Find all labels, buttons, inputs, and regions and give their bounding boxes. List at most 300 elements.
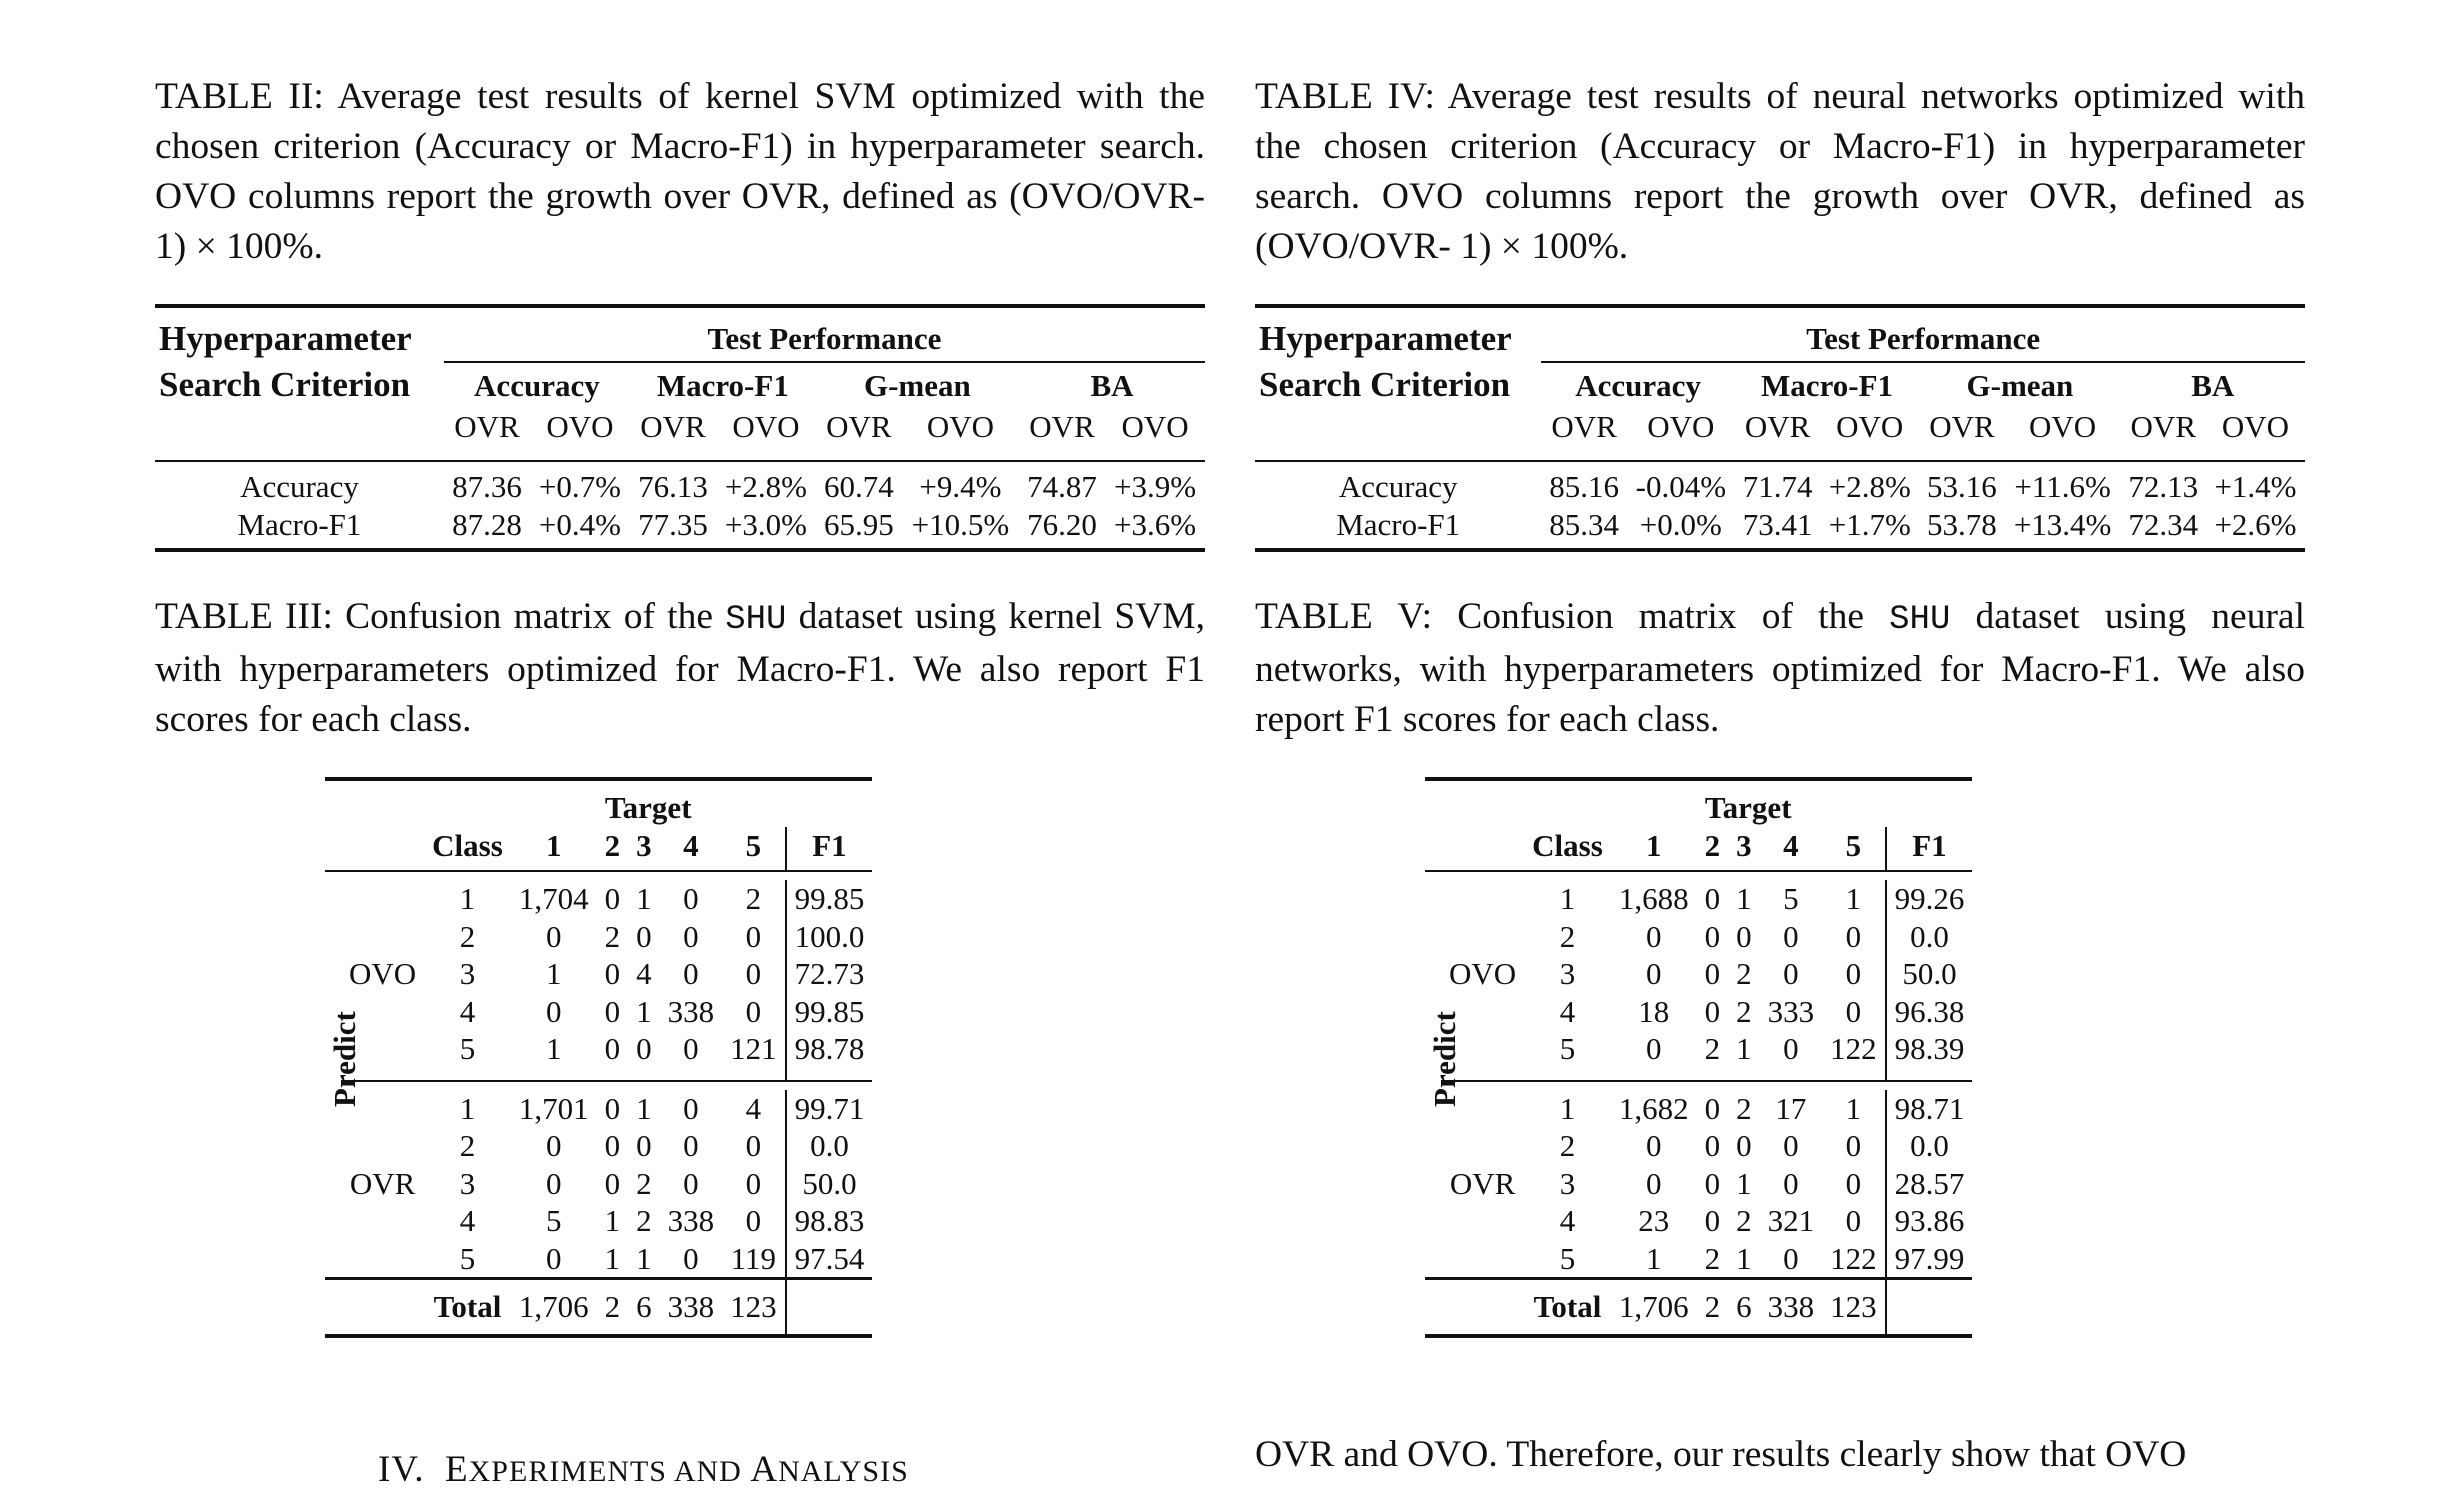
total-cell: 338 xyxy=(1760,1279,1823,1336)
table-cell: 72.13 xyxy=(2128,469,2199,504)
table-row xyxy=(325,993,872,1031)
class-header: Class xyxy=(1524,827,1611,872)
column-header: 5 xyxy=(722,827,786,872)
matrix-cell: 1,701 xyxy=(518,1090,589,1126)
table-row xyxy=(1425,1165,1972,1203)
f1-cell: 97.54 xyxy=(794,1240,865,1276)
f1-cell: 72.73 xyxy=(794,956,865,991)
blank-cell xyxy=(341,827,424,872)
matrix-cell: 0 xyxy=(1704,956,1721,991)
section-number: IV. xyxy=(378,1449,425,1490)
blank-cell xyxy=(325,1165,341,1203)
matrix-cell: 0 xyxy=(545,918,562,954)
table3 xyxy=(325,777,872,1338)
table-cell: +1.4% xyxy=(2214,469,2297,504)
matrix-cell: 4 xyxy=(722,1090,786,1128)
matrix-cell: 0 xyxy=(1645,918,1662,954)
group-label: OVO xyxy=(1449,956,1517,991)
matrix-cell: 0 xyxy=(604,1090,621,1126)
table-cell: +3.9% xyxy=(1114,469,1197,504)
matrix-cell: 0 xyxy=(1822,955,1886,993)
blank-cell xyxy=(1425,1279,1441,1336)
table-row xyxy=(1425,1202,1972,1240)
table-cell: 85.16 xyxy=(1549,469,1619,504)
matrix-cell: 0 xyxy=(1704,1165,1721,1201)
matrix-cell: 1 xyxy=(1736,1165,1752,1201)
test-performance-header: Test Performance xyxy=(1541,316,2305,362)
blank-cell xyxy=(424,789,511,827)
class-label: 1 xyxy=(1559,1090,1576,1126)
blank-cell xyxy=(341,918,424,956)
metric-header: BA xyxy=(1090,367,1134,403)
f1-cell: 50.0 xyxy=(1902,956,1957,991)
table4 xyxy=(1255,304,2305,552)
table-cell: +11.6% xyxy=(2014,469,2111,504)
table-row xyxy=(325,880,872,918)
class-label: 3 xyxy=(1559,1165,1576,1201)
matrix-cell: 338 xyxy=(667,1203,715,1238)
predict-label: Predict xyxy=(1427,1011,1462,1107)
f1-cell: 98.83 xyxy=(794,1203,865,1238)
matrix-cell: 1,688 xyxy=(1618,881,1689,916)
class-label: 2 xyxy=(459,1128,476,1163)
matrix-cell: 0 xyxy=(1704,1128,1721,1163)
table-row xyxy=(1425,1240,1972,1279)
class-label: 4 xyxy=(459,1203,476,1238)
blank-cell xyxy=(1255,408,1541,446)
blank-cell xyxy=(325,1240,341,1279)
table-row xyxy=(325,1165,872,1203)
matrix-cell: 0 xyxy=(545,1240,562,1276)
blank-cell xyxy=(1425,955,1441,993)
f1-cell: 28.57 xyxy=(1894,1165,1965,1201)
table2-caption: TABLE II: Average test results of kernel SVM optimized with the chosen criterion (Accuracy or Macro-F1) in hyperparameter search. OVO columns report the growth over OVR, defined as (OVO/OVR- 1) × 100%. xyxy=(155,76,1205,267)
f1-cell: 98.71 xyxy=(1894,1090,1965,1126)
matrix-cell: 0 xyxy=(636,1031,652,1066)
sub-header: OVO xyxy=(2029,409,2097,444)
matrix-cell: 1 xyxy=(1645,1240,1662,1276)
table-cell: +9.4% xyxy=(919,469,1002,504)
metric-header: Macro-F1 xyxy=(1761,367,1894,403)
matrix-cell: 0 xyxy=(1783,1031,1799,1066)
sub-header: OVO xyxy=(1836,409,1904,444)
f1-cell: 98.78 xyxy=(794,1031,865,1066)
matrix-cell: 5 xyxy=(545,1203,562,1238)
class-label: 1 xyxy=(1559,881,1576,916)
group-label: OVO xyxy=(349,956,417,991)
blank-cell xyxy=(1886,1279,1973,1336)
matrix-cell: 0 xyxy=(1645,1128,1662,1163)
table-cell: +0.0% xyxy=(1639,507,1722,542)
blank-cell xyxy=(325,827,341,872)
table-row xyxy=(155,506,1205,544)
table-row xyxy=(1425,1127,1972,1165)
table-row xyxy=(1425,955,1972,993)
matrix-cell: 0 xyxy=(1783,1240,1799,1276)
blank-cell xyxy=(1441,1279,1524,1336)
matrix-cell: 0 xyxy=(1704,993,1721,1029)
table-cell: +3.0% xyxy=(724,507,807,542)
table-row xyxy=(325,1030,872,1068)
f1-cell: 99.26 xyxy=(1894,881,1965,916)
column-header: 2 xyxy=(597,827,629,872)
blank-cell xyxy=(786,789,873,827)
matrix-cell: 1 xyxy=(545,1031,562,1066)
table-row xyxy=(325,918,872,956)
blank-cell xyxy=(325,880,341,918)
matrix-cell: 0 xyxy=(1645,956,1662,991)
table-row xyxy=(1425,918,1972,956)
matrix-cell: 119 xyxy=(722,1240,786,1279)
blank-cell xyxy=(1441,918,1524,956)
table-cell: +10.5% xyxy=(911,507,1010,542)
total-cell: 123 xyxy=(722,1279,786,1336)
matrix-cell: 0 xyxy=(604,1031,621,1066)
matrix-cell: 2 xyxy=(1736,993,1752,1029)
table-cell: +13.4% xyxy=(2013,507,2112,542)
f1-cell: 98.39 xyxy=(1894,1031,1965,1066)
matrix-cell: 2 xyxy=(1736,956,1752,991)
table-cell: 76.13 xyxy=(638,469,708,504)
sub-header: OVO xyxy=(1121,409,1189,444)
matrix-cell: 0 xyxy=(1645,1031,1662,1066)
criterion-label: Search Criterion xyxy=(159,365,411,404)
sub-header: OVR xyxy=(1744,409,1811,444)
table4-caption: TABLE IV: Average test results of neural networks optimized with the chosen criterion (Accuracy or Macro-F1) in hyperparameter search. OVO columns report the growth over OVR, defined as (OVO/OVR- 1) × 100%. xyxy=(1255,76,2305,267)
table-row xyxy=(1255,506,2305,544)
matrix-cell: 2 xyxy=(636,1165,652,1201)
matrix-cell: 0 xyxy=(1704,918,1721,954)
matrix-cell: 0 xyxy=(604,1165,621,1201)
blank-cell xyxy=(155,408,444,446)
class-label: 2 xyxy=(1559,1128,1576,1163)
matrix-cell: 5 xyxy=(1783,881,1799,916)
table-row xyxy=(1255,468,2305,506)
table-cell: +1.7% xyxy=(1828,507,1911,542)
matrix-cell: 0 xyxy=(1736,918,1752,954)
matrix-cell: 0 xyxy=(1736,1128,1752,1163)
matrix-cell: 23 xyxy=(1638,1203,1670,1238)
table-cell: 76.20 xyxy=(1027,507,1097,542)
table5-wrap xyxy=(1425,777,2125,1338)
matrix-cell: 2 xyxy=(636,1203,652,1238)
table5 xyxy=(1425,777,1972,1338)
total-cell: 338 xyxy=(660,1279,723,1336)
matrix-cell: 0 xyxy=(545,1128,562,1163)
blank-cell xyxy=(1441,1127,1524,1165)
matrix-cell: 2 xyxy=(722,880,786,918)
matrix-cell: 0 xyxy=(1704,1090,1721,1126)
blank-cell xyxy=(1441,789,1524,827)
blank-cell xyxy=(341,880,424,918)
f1-cell: 97.99 xyxy=(1894,1240,1965,1276)
matrix-cell: 0 xyxy=(683,881,699,916)
blank-cell xyxy=(1425,1165,1441,1203)
matrix-cell: 338 xyxy=(667,993,715,1029)
matrix-cell: 1,704 xyxy=(518,881,589,916)
matrix-cell: 1,682 xyxy=(1618,1090,1689,1126)
blank-cell xyxy=(786,1279,873,1336)
column-header: 1 xyxy=(511,827,597,872)
blank-cell xyxy=(1441,1202,1524,1240)
metric-header: G-mean xyxy=(1966,367,2074,403)
matrix-cell: 0 xyxy=(1783,1128,1799,1163)
table-cell: +3.6% xyxy=(1114,507,1197,542)
matrix-cell: 0 xyxy=(683,956,699,991)
matrix-cell: 1 xyxy=(1822,880,1886,918)
table-row xyxy=(325,1240,872,1279)
sub-header: OVR xyxy=(826,409,892,444)
criterion-label: Hyperparameter xyxy=(1259,319,1512,358)
table5-caption-post: dataset using neural networks, with hyperparameters optimized for Macro-F1. We also report F1 scores for each class. xyxy=(1255,596,2305,740)
class-label: 5 xyxy=(1559,1031,1576,1066)
section-heading xyxy=(378,1448,909,1491)
matrix-cell: 0 xyxy=(636,1128,652,1163)
matrix-cell: 0 xyxy=(683,1240,699,1276)
body-text: OVR and OVO. Therefore, our results clearly show that OVO xyxy=(1255,1434,2187,1475)
table3-caption xyxy=(155,592,1205,745)
f1-cell: 0.0 xyxy=(1910,1128,1949,1163)
column-header: 3 xyxy=(1728,827,1760,872)
table2 xyxy=(155,304,1205,552)
matrix-cell: 0 xyxy=(1704,881,1721,916)
sub-header: OVR xyxy=(454,409,520,444)
blank-cell xyxy=(325,1279,341,1336)
table-row xyxy=(325,955,872,993)
table5-caption xyxy=(1255,592,2305,745)
table-row xyxy=(325,1202,872,1240)
blank-cell xyxy=(341,1202,424,1240)
table-cell: 53.16 xyxy=(1927,469,1997,504)
table-row xyxy=(1425,880,1972,918)
matrix-cell: 0 xyxy=(1645,1165,1662,1201)
matrix-cell: 0 xyxy=(545,993,562,1029)
f1-cell: 0.0 xyxy=(810,1128,849,1163)
table-cell: 87.28 xyxy=(452,507,522,542)
blank-cell xyxy=(1425,789,1441,827)
blank-cell xyxy=(1425,1202,1441,1240)
matrix-cell: 0 xyxy=(1704,1203,1721,1238)
column-header: 4 xyxy=(660,827,723,872)
table5-caption-pre: TABLE V: Confusion matrix of the xyxy=(1255,596,1890,637)
matrix-cell: 0 xyxy=(1783,1165,1799,1201)
table-cell: -0.04% xyxy=(1635,469,1727,504)
matrix-cell: 0 xyxy=(1783,956,1799,991)
class-label: 2 xyxy=(1559,918,1576,954)
table-cell: +2.8% xyxy=(1828,469,1911,504)
right-column xyxy=(1255,72,2305,1338)
matrix-cell: 321 xyxy=(1767,1203,1815,1238)
table-cell: 71.74 xyxy=(1742,469,1813,504)
f1-cell: 99.71 xyxy=(794,1090,865,1126)
blank-cell xyxy=(1425,827,1441,872)
blank-cell xyxy=(1425,918,1441,956)
matrix-cell: 0 xyxy=(545,1165,562,1201)
table5-caption-dataset: SHU xyxy=(1889,601,1951,639)
criterion-label: Hyperparameter xyxy=(159,319,412,358)
table-cell: +2.8% xyxy=(724,469,807,504)
class-label: 3 xyxy=(459,1165,476,1201)
total-label: Total xyxy=(424,1279,511,1336)
class-label: 3 xyxy=(1559,956,1576,991)
test-performance-header: Test Performance xyxy=(444,316,1205,362)
column-header: 4 xyxy=(1760,827,1823,872)
section-title-part: XPERIMENTS AND xyxy=(468,1455,751,1488)
matrix-cell: 122 xyxy=(1822,1240,1886,1279)
class-header: Class xyxy=(424,827,511,872)
target-header: Target xyxy=(604,790,692,825)
matrix-cell: 0 xyxy=(1822,1202,1886,1240)
table3-caption-post: dataset using kernel SVM, with hyperparameters optimized for Macro-F1. We also report F1 scores for each class. xyxy=(155,596,1205,740)
column-header: 3 xyxy=(628,827,660,872)
table-cell: 65.95 xyxy=(824,507,894,542)
matrix-cell: 0 xyxy=(722,993,786,1031)
f1-header: F1 xyxy=(1886,827,1973,872)
sub-header: OVR xyxy=(2130,409,2196,444)
blank-cell xyxy=(1441,827,1524,872)
blank-cell xyxy=(1425,1127,1441,1165)
matrix-cell: 122 xyxy=(1822,1030,1886,1068)
matrix-cell: 1 xyxy=(1736,881,1752,916)
matrix-cell: 2 xyxy=(1704,1240,1721,1276)
total-cell: 2 xyxy=(1697,1279,1729,1336)
metric-header: Accuracy xyxy=(1575,367,1701,403)
matrix-cell: 0 xyxy=(722,1127,786,1165)
matrix-cell: 0 xyxy=(1822,918,1886,956)
f1-cell: 50.0 xyxy=(802,1165,857,1201)
matrix-cell: 4 xyxy=(636,956,652,991)
matrix-cell: 0 xyxy=(683,1031,699,1066)
sub-header: OVO xyxy=(1647,409,1715,444)
matrix-cell: 0 xyxy=(636,918,652,954)
f1-cell: 96.38 xyxy=(1894,993,1965,1029)
matrix-cell: 0 xyxy=(722,1202,786,1240)
table-cell: 85.34 xyxy=(1549,507,1619,542)
table-row xyxy=(325,1127,872,1165)
table-cell: +0.7% xyxy=(538,469,621,504)
blank-cell xyxy=(341,789,424,827)
sub-header: OVR xyxy=(1551,409,1617,444)
table-cell: 77.35 xyxy=(638,507,708,542)
matrix-cell: 1 xyxy=(1736,1031,1752,1066)
total-cell: 2 xyxy=(597,1279,629,1336)
section-title-initial2: A xyxy=(750,1449,779,1490)
matrix-cell: 1 xyxy=(636,881,652,916)
matrix-cell: 0 xyxy=(1822,1127,1886,1165)
matrix-cell: 0 xyxy=(604,881,621,916)
table-row xyxy=(1425,1090,1972,1128)
blank-cell xyxy=(341,1127,424,1165)
matrix-cell: 0 xyxy=(1822,993,1886,1031)
column-header: 5 xyxy=(1822,827,1886,872)
class-label: 4 xyxy=(459,993,476,1029)
matrix-cell: 0 xyxy=(604,993,621,1029)
class-label: 4 xyxy=(1559,1203,1576,1238)
matrix-cell: 0 xyxy=(1783,918,1799,954)
metric-header: BA xyxy=(2191,367,2235,403)
row-label: Accuracy xyxy=(1338,469,1458,504)
f1-header: F1 xyxy=(786,827,873,872)
matrix-cell: 2 xyxy=(1704,1031,1721,1066)
blank-cell xyxy=(1425,880,1441,918)
table-cell: +2.6% xyxy=(2214,507,2297,542)
matrix-cell: 0 xyxy=(604,1128,621,1163)
table-cell: 87.36 xyxy=(452,469,522,504)
table-row xyxy=(155,468,1205,506)
blank-cell xyxy=(341,1279,424,1336)
matrix-cell: 0 xyxy=(722,918,786,956)
matrix-cell: 2 xyxy=(1736,1090,1752,1126)
matrix-cell: 0 xyxy=(1822,1165,1886,1203)
matrix-cell: 0 xyxy=(683,1128,699,1163)
table-cell: +0.4% xyxy=(538,507,621,542)
matrix-cell: 17 xyxy=(1775,1090,1807,1126)
blank-cell xyxy=(1425,1240,1441,1279)
class-label: 5 xyxy=(459,1240,476,1276)
blank-cell xyxy=(1886,789,1973,827)
section-title-initial: E xyxy=(445,1449,469,1490)
metric-header: Macro-F1 xyxy=(656,367,789,403)
matrix-cell: 1 xyxy=(636,993,652,1029)
blank-cell xyxy=(1441,880,1524,918)
table3-caption-dataset: SHU xyxy=(725,601,787,639)
group-label: OVR xyxy=(1449,1165,1516,1201)
matrix-cell: 1 xyxy=(636,1090,652,1126)
matrix-cell: 2 xyxy=(604,918,621,954)
table-cell: 74.87 xyxy=(1027,469,1097,504)
sub-header: OVO xyxy=(926,409,995,444)
blank-cell xyxy=(1524,789,1611,827)
matrix-cell: 1 xyxy=(604,1203,621,1238)
class-label: 3 xyxy=(459,956,476,991)
blank-cell xyxy=(325,955,341,993)
row-label: Accuracy xyxy=(240,469,359,504)
blank-cell xyxy=(325,918,341,956)
matrix-cell: 0 xyxy=(604,956,621,991)
table-row xyxy=(1425,1030,1972,1068)
table-cell: 72.34 xyxy=(2128,507,2199,542)
matrix-cell: 1 xyxy=(604,1240,621,1276)
matrix-cell: 1 xyxy=(636,1240,652,1276)
f1-cell: 99.85 xyxy=(794,993,865,1029)
matrix-cell: 0 xyxy=(683,1165,699,1201)
blank-cell xyxy=(325,789,341,827)
class-label: 5 xyxy=(459,1031,476,1066)
class-label: 2 xyxy=(459,918,476,954)
sub-header: OVO xyxy=(546,409,614,444)
table-cell: 53.78 xyxy=(1927,507,1997,542)
blank-cell xyxy=(1441,1240,1524,1279)
matrix-cell: 1 xyxy=(1736,1240,1752,1276)
total-cell: 6 xyxy=(1728,1279,1760,1336)
sub-header: OVO xyxy=(732,409,800,444)
sub-header: OVR xyxy=(640,409,706,444)
target-header: Target xyxy=(1704,790,1792,825)
table-cell: 73.41 xyxy=(1742,507,1813,542)
matrix-cell: 1 xyxy=(545,956,562,991)
criterion-label: Search Criterion xyxy=(1259,365,1511,404)
f1-cell: 99.85 xyxy=(794,881,865,916)
sub-header: OVR xyxy=(1029,409,1095,444)
total-cell: 6 xyxy=(628,1279,660,1336)
matrix-cell: 0 xyxy=(722,1165,786,1203)
total-cell: 123 xyxy=(1822,1279,1886,1336)
table-row xyxy=(325,1090,872,1128)
matrix-cell: 0 xyxy=(722,955,786,993)
sub-header: OVR xyxy=(1929,409,1995,444)
matrix-cell: 18 xyxy=(1638,993,1670,1029)
matrix-cell: 0 xyxy=(683,918,699,954)
